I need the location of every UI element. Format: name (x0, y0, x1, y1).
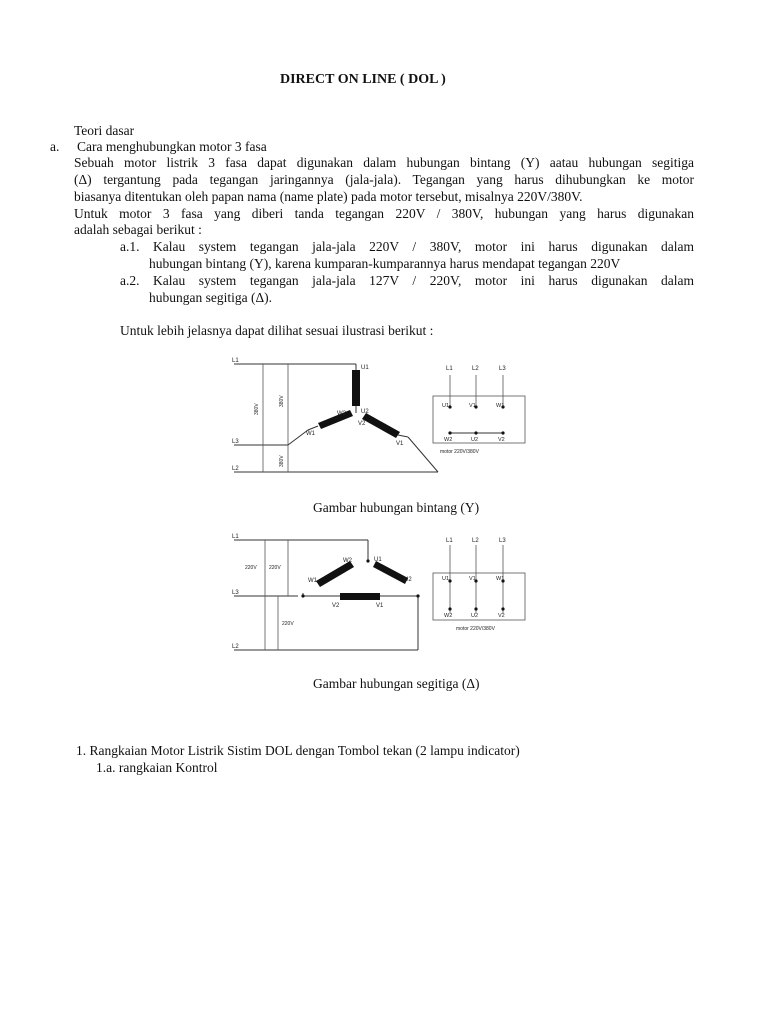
delta-terminal-top: L2 (472, 538, 479, 544)
delta-voltage-label: 220V (269, 565, 281, 571)
star-terminal-row2: W2 (444, 437, 453, 443)
para1-line3: biasanya ditentukan oleh papan nama (name plate) pada motor tersebut, misalnya 220V/380V. (74, 189, 583, 204)
delta-terminal-row1: U1 (442, 576, 450, 582)
star-voltage-label: 380V (279, 395, 285, 407)
delta-coil-v (340, 593, 380, 600)
star-line-label: L3 (232, 439, 239, 445)
caption-star: Gambar hubungan bintang (Y) (313, 500, 480, 515)
star-voltage-label: 380V (279, 455, 285, 467)
star-coil-w (318, 410, 353, 429)
delta-line-label: L1 (232, 534, 239, 540)
delta-terminal-row1: V1 (469, 576, 476, 582)
star-line-label: L1 (232, 358, 239, 364)
star-connection-diagram (228, 355, 528, 485)
star-terminal-row2: U2 (471, 437, 479, 443)
delta-coil-u (373, 561, 408, 584)
section-heading: Teori dasar (74, 123, 135, 138)
star-line-label: L2 (232, 466, 239, 472)
a1-line1: a.1. Kalau system tegangan jala-jala 220V / 380V, motor ini harus digunakan dalam (120, 239, 694, 254)
star-terminal-top: L1 (446, 366, 453, 372)
delta-coil-label: W2 (343, 558, 352, 564)
delta-terminal-row1: W1 (496, 576, 505, 582)
star-terminal-row1: V1 (469, 403, 476, 409)
star-nameplate: motor 220V/380V (440, 449, 479, 455)
star-terminal-row2: V2 (498, 437, 505, 443)
star-terminal-top: L3 (499, 366, 506, 372)
star-voltage-label: 380V (254, 403, 260, 415)
delta-voltage-label: 220V (245, 565, 257, 571)
star-coil-label: W1 (306, 431, 315, 437)
delta-line-label: L3 (232, 590, 239, 596)
para2-line1: Untuk motor 3 fasa yang diberi tanda tegangan 220V / 380V, hubungan yang harus digunakan (74, 206, 694, 221)
star-coil-u (352, 370, 360, 406)
star-coil-label: V1 (396, 441, 404, 447)
star-terminal-top: L2 (472, 366, 479, 372)
delta-coil-label: V2 (332, 603, 340, 609)
delta-nameplate: motor 220V/380V (456, 626, 495, 632)
delta-terminal-row2: V2 (498, 613, 505, 619)
item1-line2: 1.a. rangkaian Kontrol (96, 760, 218, 775)
delta-terminal-row2: U2 (471, 613, 479, 619)
delta-terminal-top: L3 (499, 538, 506, 544)
star-coil-label: V2 (358, 421, 366, 427)
delta-terminal-top: L1 (446, 538, 453, 544)
delta-coil-w (316, 561, 354, 587)
item-a-title: Cara menghubungkan motor 3 fasa (77, 139, 267, 154)
star-terminal-row1: U1 (442, 403, 450, 409)
para1-line2: (Δ) tergantung pada tegangan jaringannya (jala-jala). Tegangan yang harus dihubungkan ke motor (74, 172, 694, 187)
star-terminal-row1: W1 (496, 403, 505, 409)
delta-coil-label: V1 (376, 603, 384, 609)
illustration-intro: Untuk lebih jelasnya dapat dilihat sesuai ilustrasi berikut : (120, 323, 434, 338)
item1-line1: 1. Rangkaian Motor Listrik Sistim DOL dengan Tombol tekan (2 lampu indicator) (76, 743, 520, 758)
delta-voltage-label: 220V (282, 621, 294, 627)
star-coil-label: U1 (361, 365, 369, 371)
delta-connection-diagram (228, 533, 528, 658)
para2-line2: adalah sebagai berikut : (74, 222, 202, 237)
star-coil-v (362, 413, 400, 438)
delta-terminal-row2: W2 (444, 613, 453, 619)
star-coil-label: W2 (337, 411, 346, 417)
delta-coil-label: W1 (308, 578, 317, 584)
item-a-marker: a. (50, 139, 60, 154)
para1-line1: Sebuah motor listrik 3 fasa dapat digunakan dalam hubungan bintang (Y) aatau hubungan segitiga (74, 155, 694, 170)
star-coil-label: U2 (361, 409, 369, 415)
a1-line2: hubungan bintang (Y), karena kumparan-kumparannya harus mendapat tegangan 220V (149, 256, 621, 271)
delta-coil-label: U1 (374, 557, 382, 563)
caption-delta: Gambar hubungan segitiga (Δ) (313, 676, 480, 691)
document-title: DIRECT ON LINE ( DOL ) (280, 72, 446, 87)
a2-line1: a.2. Kalau system tegangan jala-jala 127V / 220V, motor ini harus digunakan dalam (120, 273, 694, 288)
delta-coil-label: U2 (404, 577, 412, 583)
delta-line-label: L2 (232, 644, 239, 650)
a2-line2: hubungan segitiga (Δ). (149, 290, 273, 305)
